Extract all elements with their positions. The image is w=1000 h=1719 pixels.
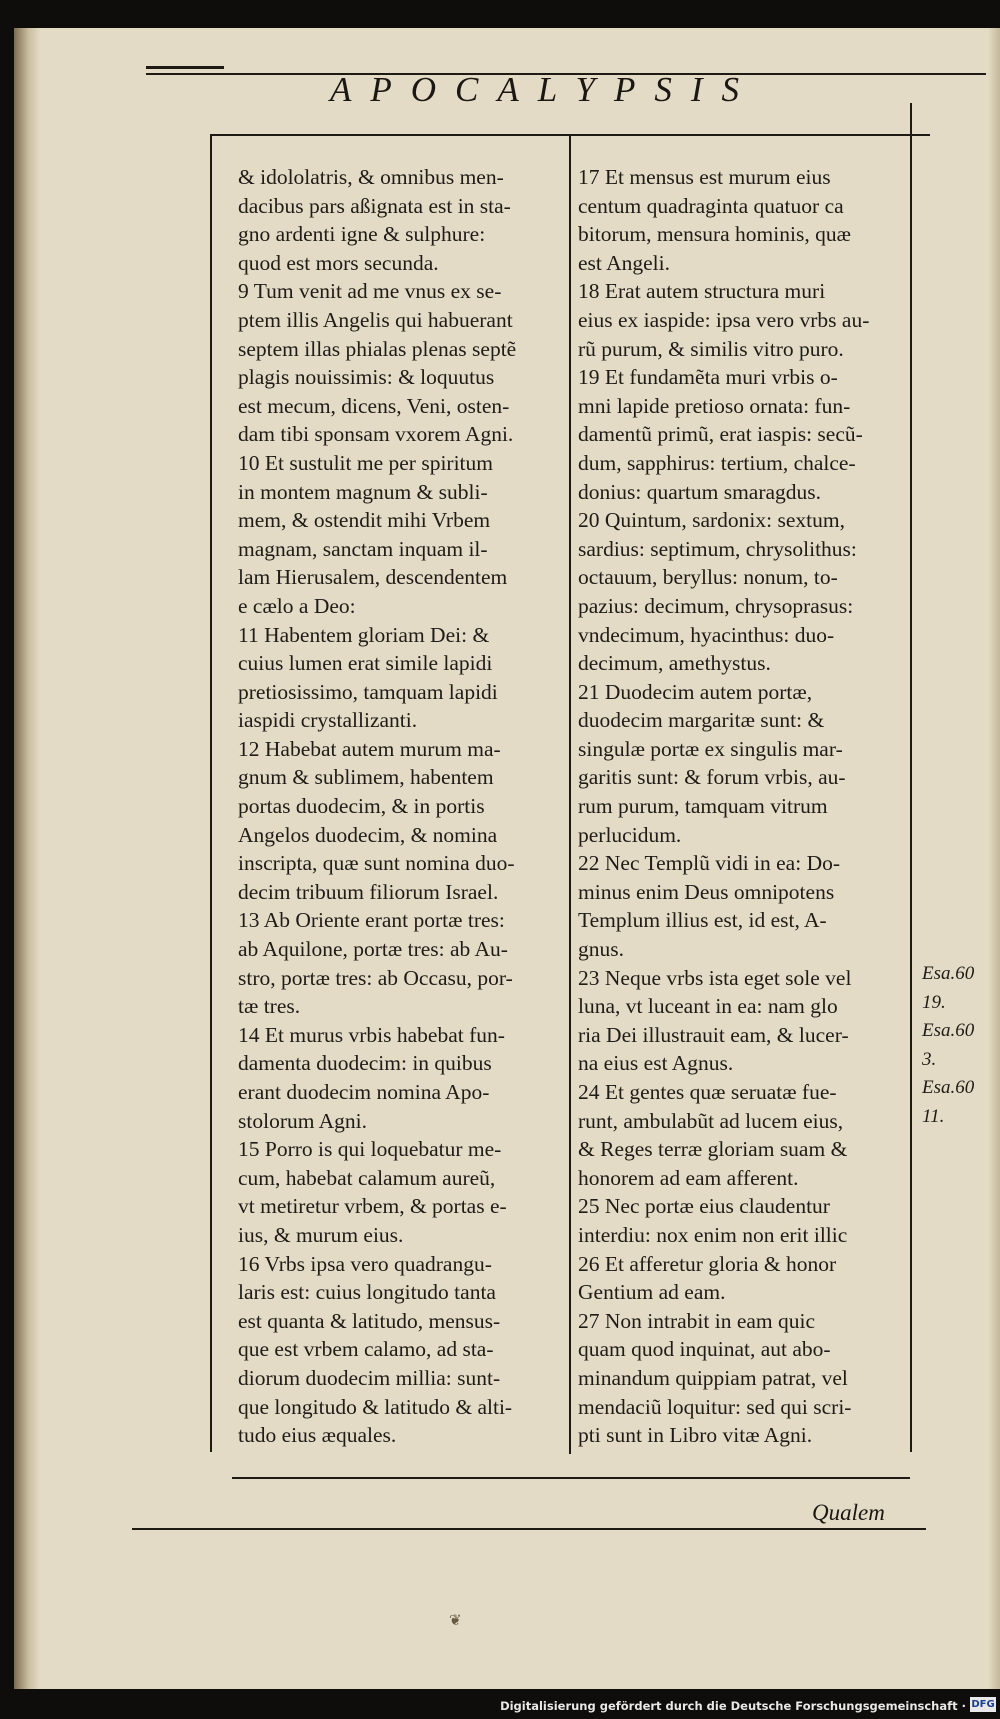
text-line: bitorum, mensura hominis, quæ <box>578 222 851 247</box>
text-line: pti sunt in Libro vitæ Agni. <box>578 1423 813 1448</box>
text-line: est mecum, dicens, Veni, osten- <box>238 393 510 418</box>
text-line: portas duodecim, & in portis <box>238 794 485 819</box>
text-line: cum, habebat calamum aureũ, <box>238 1165 496 1190</box>
text-line: erant duodecim nomina Apo- <box>238 1080 490 1104</box>
text-line: iaspidi crystallizanti. <box>238 708 418 733</box>
top-rule-left <box>146 66 224 69</box>
text-line: minandum quippiam patrat, vel <box>578 1365 848 1390</box>
text-line: 11 Habentem gloriam Dei: & <box>238 622 490 647</box>
text-line: ria Dei illustrauit eam, & lucer- <box>578 1022 849 1047</box>
left-text-column <box>238 163 568 1450</box>
text-line: in montem magnum & subli- <box>238 479 488 504</box>
text-line: damentũ primũ, erat iaspis: secũ- <box>578 422 863 447</box>
text-line: luna, vt luceant in ea: nam glo <box>578 994 838 1019</box>
text-line: duodecim margaritæ sunt: & <box>578 708 825 733</box>
text-line: plagis nouissimis: & loquutus <box>238 365 495 390</box>
text-line: Gentium ad eam. <box>578 1280 726 1305</box>
text-line: que longitudo & latitudo & alti- <box>238 1394 513 1419</box>
text-line: 19 Et fundamẽta muri vrbis o- <box>578 365 838 390</box>
text-line: septem illas phialas plenas septẽ <box>238 336 517 361</box>
text-line: diorum duodecim millia: sunt- <box>238 1365 501 1390</box>
text-line: perlucidum. <box>578 822 682 847</box>
ornament-icon: ❦ <box>449 1613 462 1629</box>
text-line: 18 Erat autem structura muri <box>578 279 826 304</box>
text-line: magnam, sanctam inquam il- <box>238 536 488 561</box>
text-line: stro, portæ tres: ab Occasu, por- <box>238 965 513 990</box>
text-line: vt metiretur vrbem, & portas e- <box>238 1194 507 1219</box>
text-line: dum, sapphirus: tertium, chalce- <box>578 450 856 475</box>
text-line: minus enim Deus omnipotens <box>578 879 835 904</box>
text-line: & Reges terræ gloriam suam & <box>578 1137 848 1162</box>
text-line: ptem illis Angelis qui habuerant <box>238 307 513 332</box>
text-line: & idololatris, & omnibus men- <box>238 165 504 189</box>
text-line: 9 Tum venit ad me vnus ex se- <box>238 279 502 304</box>
text-line: gno ardenti igne & sulphure: <box>238 222 486 247</box>
text-line: ius, & murum eius. <box>238 1222 404 1247</box>
text-line: 26 Et afferetur gloria & honor <box>578 1251 837 1276</box>
bottom-rule <box>232 1477 910 1479</box>
text-line: octauum, beryllus: nonum, to- <box>578 565 838 590</box>
text-line: 22 Nec Templũ vidi in ea: Do- <box>578 851 841 876</box>
margin-note: Esa.60 <box>922 963 975 984</box>
text-line: 21 Duodecim autem portæ, <box>578 679 813 704</box>
text-line: 27 Non intrabit in eam quic <box>578 1308 816 1333</box>
text-line: rum purum, tamquam vitrum <box>578 794 828 819</box>
text-line: 23 Neque vrbs ista eget sole vel <box>578 965 852 990</box>
text-line: mni lapide pretioso ornata: fun- <box>578 393 851 418</box>
text-line: gnum & sublimem, habentem <box>238 765 494 790</box>
text-line: interdiu: nox enim non erit illic <box>578 1222 848 1247</box>
text-line: na eius est Agnus. <box>578 1051 734 1076</box>
text-line: 10 Et sustulit me per spiritum <box>238 450 493 475</box>
text-line: mendaciũ loquitur: sed qui scri- <box>578 1394 852 1419</box>
footer-credit: Digitalisierung gefördert durch die Deutsche Forschungsgemeinschaft · <box>500 1699 966 1713</box>
text-line: donius: quartum smaragdus. <box>578 479 822 504</box>
text-line: sardius: septimum, chrysolithus: <box>578 536 857 561</box>
running-head: APOCALYPSIS <box>330 70 759 109</box>
text-line: 15 Porro is qui loquebatur me- <box>238 1137 502 1162</box>
text-line: 13 Ab Oriente erant portæ tres: <box>238 908 505 933</box>
text-line: Angelos duodecim, & nomina <box>238 822 498 847</box>
text-line: dacibus pars aßignata est in sta- <box>238 193 511 218</box>
text-line: runt, ambulabũt ad lucem eius, <box>578 1108 844 1133</box>
text-line: que est vrbem calamo, ad sta- <box>238 1337 494 1362</box>
left-frame-rule <box>210 134 212 1452</box>
text-line: lam Hierusalem, descendentem <box>238 565 508 590</box>
catchword: Qualem <box>812 1500 885 1525</box>
text-line: pretiosissimo, tamquam lapidi <box>238 679 498 704</box>
dfg-logo: DFG <box>971 1699 995 1710</box>
text-line: 16 Vrbs ipsa vero quadrangu- <box>238 1251 492 1276</box>
text-line: decimum, amethystus. <box>578 651 771 676</box>
text-line: gnus. <box>578 937 624 962</box>
text-line: 25 Nec portæ eius claudentur <box>578 1194 830 1219</box>
text-line: singulæ portæ ex singulis mar- <box>578 736 843 761</box>
text-line: ab Aquilone, portæ tres: ab Au- <box>238 937 508 962</box>
text-line: 14 Et murus vrbis habebat fun- <box>238 1022 505 1047</box>
text-line: decim tribuum filiorum Israel. <box>238 879 499 904</box>
text-line: tæ tres. <box>238 994 301 1019</box>
text-line: Templum illius est, id est, A- <box>578 908 827 933</box>
text-line: e cælo a Deo: <box>238 593 356 618</box>
text-line: vndecimum, hyacinthus: duo- <box>578 622 835 647</box>
margin-note: Esa.60 <box>922 1020 975 1042</box>
text-line: pazius: decimum, chrysoprasus: <box>578 593 854 618</box>
lower-rule <box>132 1528 926 1530</box>
text-line: dam tibi sponsam vxorem Agni. <box>238 422 514 447</box>
text-line: mem, & ostendit mihi Vrbem <box>238 508 491 533</box>
text-line: honorem ad eam afferent. <box>578 1165 799 1190</box>
text-line: est Angeli. <box>578 250 670 275</box>
margin-note: 19. <box>922 991 946 1013</box>
text-line: laris est: cuius longitudo tanta <box>238 1280 496 1305</box>
text-line: garitis sunt: & forum vrbis, au- <box>578 765 846 790</box>
text-line: damenta duodecim: in quibus <box>238 1051 492 1076</box>
text-line: est quanta & latitudo, mensus- <box>238 1308 501 1333</box>
text-line: tudo eius æquales. <box>238 1423 397 1448</box>
text-line: 24 Et gentes quæ seruatæ fue- <box>578 1080 837 1104</box>
text-line: inscripta, quæ sunt nomina duo- <box>238 851 515 876</box>
margin-note: Esa.60 <box>922 1077 975 1099</box>
margin-references <box>922 960 974 1132</box>
text-line: 20 Quintum, sardonix: sextum, <box>578 508 845 533</box>
column-divider <box>569 136 571 1454</box>
text-line: quod est mors secunda. <box>238 250 439 275</box>
right-frame-rule <box>910 103 912 1452</box>
text-line: rũ purum, & similis vitro puro. <box>578 336 844 361</box>
text-line: 17 Et mensus est murum eius <box>578 165 831 189</box>
margin-note: 11. <box>922 1105 945 1127</box>
text-line: cuius lumen erat simile lapidi <box>238 651 493 676</box>
text-line: eius ex iaspide: ipsa vero vrbs au- <box>578 307 870 332</box>
text-line: quam quod inquinat, aut abo- <box>578 1337 831 1362</box>
right-text-column <box>578 163 900 1450</box>
text-line: centum quadraginta quatuor ca <box>578 193 844 218</box>
text-line: 12 Habebat autem murum ma- <box>238 736 501 761</box>
text-line: stolorum Agni. <box>238 1108 368 1133</box>
margin-note: 3. <box>922 1048 937 1070</box>
